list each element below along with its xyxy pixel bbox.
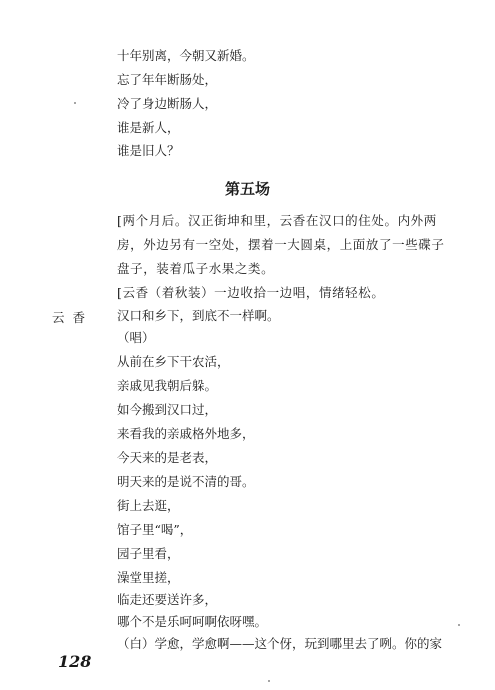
stage-direction-line: 盘子，装着瓜子水果之类。 — [117, 261, 275, 276]
verse-line: 冷了身边断肠人， — [117, 96, 218, 111]
dialogue-line: 汉口和乡下，到底不一样啊。 — [117, 308, 280, 323]
lyric-line: 如今搬到汉口过， — [117, 402, 218, 417]
lyric-line: 从前在乡下干农活， — [117, 354, 230, 369]
lyric-line: 馆子里“喝”， — [117, 522, 193, 537]
spoken-line: （白）学愈，学愈啊——这个伢，玩到哪里去了咧。你的家 — [117, 636, 443, 651]
scan-speck — [74, 102, 76, 104]
lyric-line: 临走还要送许多， — [117, 592, 218, 607]
lyric-line: 明天来的是说不清的哥。 — [117, 474, 255, 489]
verse-line: 谁是新人， — [117, 120, 180, 135]
verse-line: 谁是旧人？ — [117, 143, 180, 158]
lyric-line: 来看我的亲戚格外地多， — [117, 426, 255, 441]
scan-speck — [458, 624, 460, 626]
verse-line: 十年别离，今朝又新婚。 — [117, 48, 255, 63]
stage-direction-line: [两个月后。汉正街坤和里，云香在汉口的住处。内外两 — [117, 213, 437, 228]
lyric-line: 亲戚见我朝后躲。 — [117, 378, 218, 393]
stage-direction-line: [云香（着秋装）一边收拾一边唱，情绪轻松。 — [117, 285, 385, 300]
lyric-line: 澡堂里搓， — [117, 570, 180, 585]
scan-speck — [268, 680, 270, 682]
scene-title: 第五场 — [224, 180, 270, 198]
verse-line: 忘了年年断肠处， — [117, 72, 218, 87]
lyric-line: 哪个不是乐呵呵啊依呀嘿。 — [117, 614, 268, 629]
stage-direction-line: 房，外边另有一空处，摆着一大圆桌，上面放了一些碟子 — [117, 237, 445, 252]
lyric-line: 园子里看， — [117, 546, 180, 561]
lyric-line: 街上去逛， — [117, 498, 180, 513]
speaker-name: 云香 — [52, 310, 94, 325]
sing-tag: （唱） — [117, 330, 155, 345]
lyric-line: 今天来的是老表， — [117, 450, 218, 465]
page-number: 128 — [58, 652, 92, 671]
